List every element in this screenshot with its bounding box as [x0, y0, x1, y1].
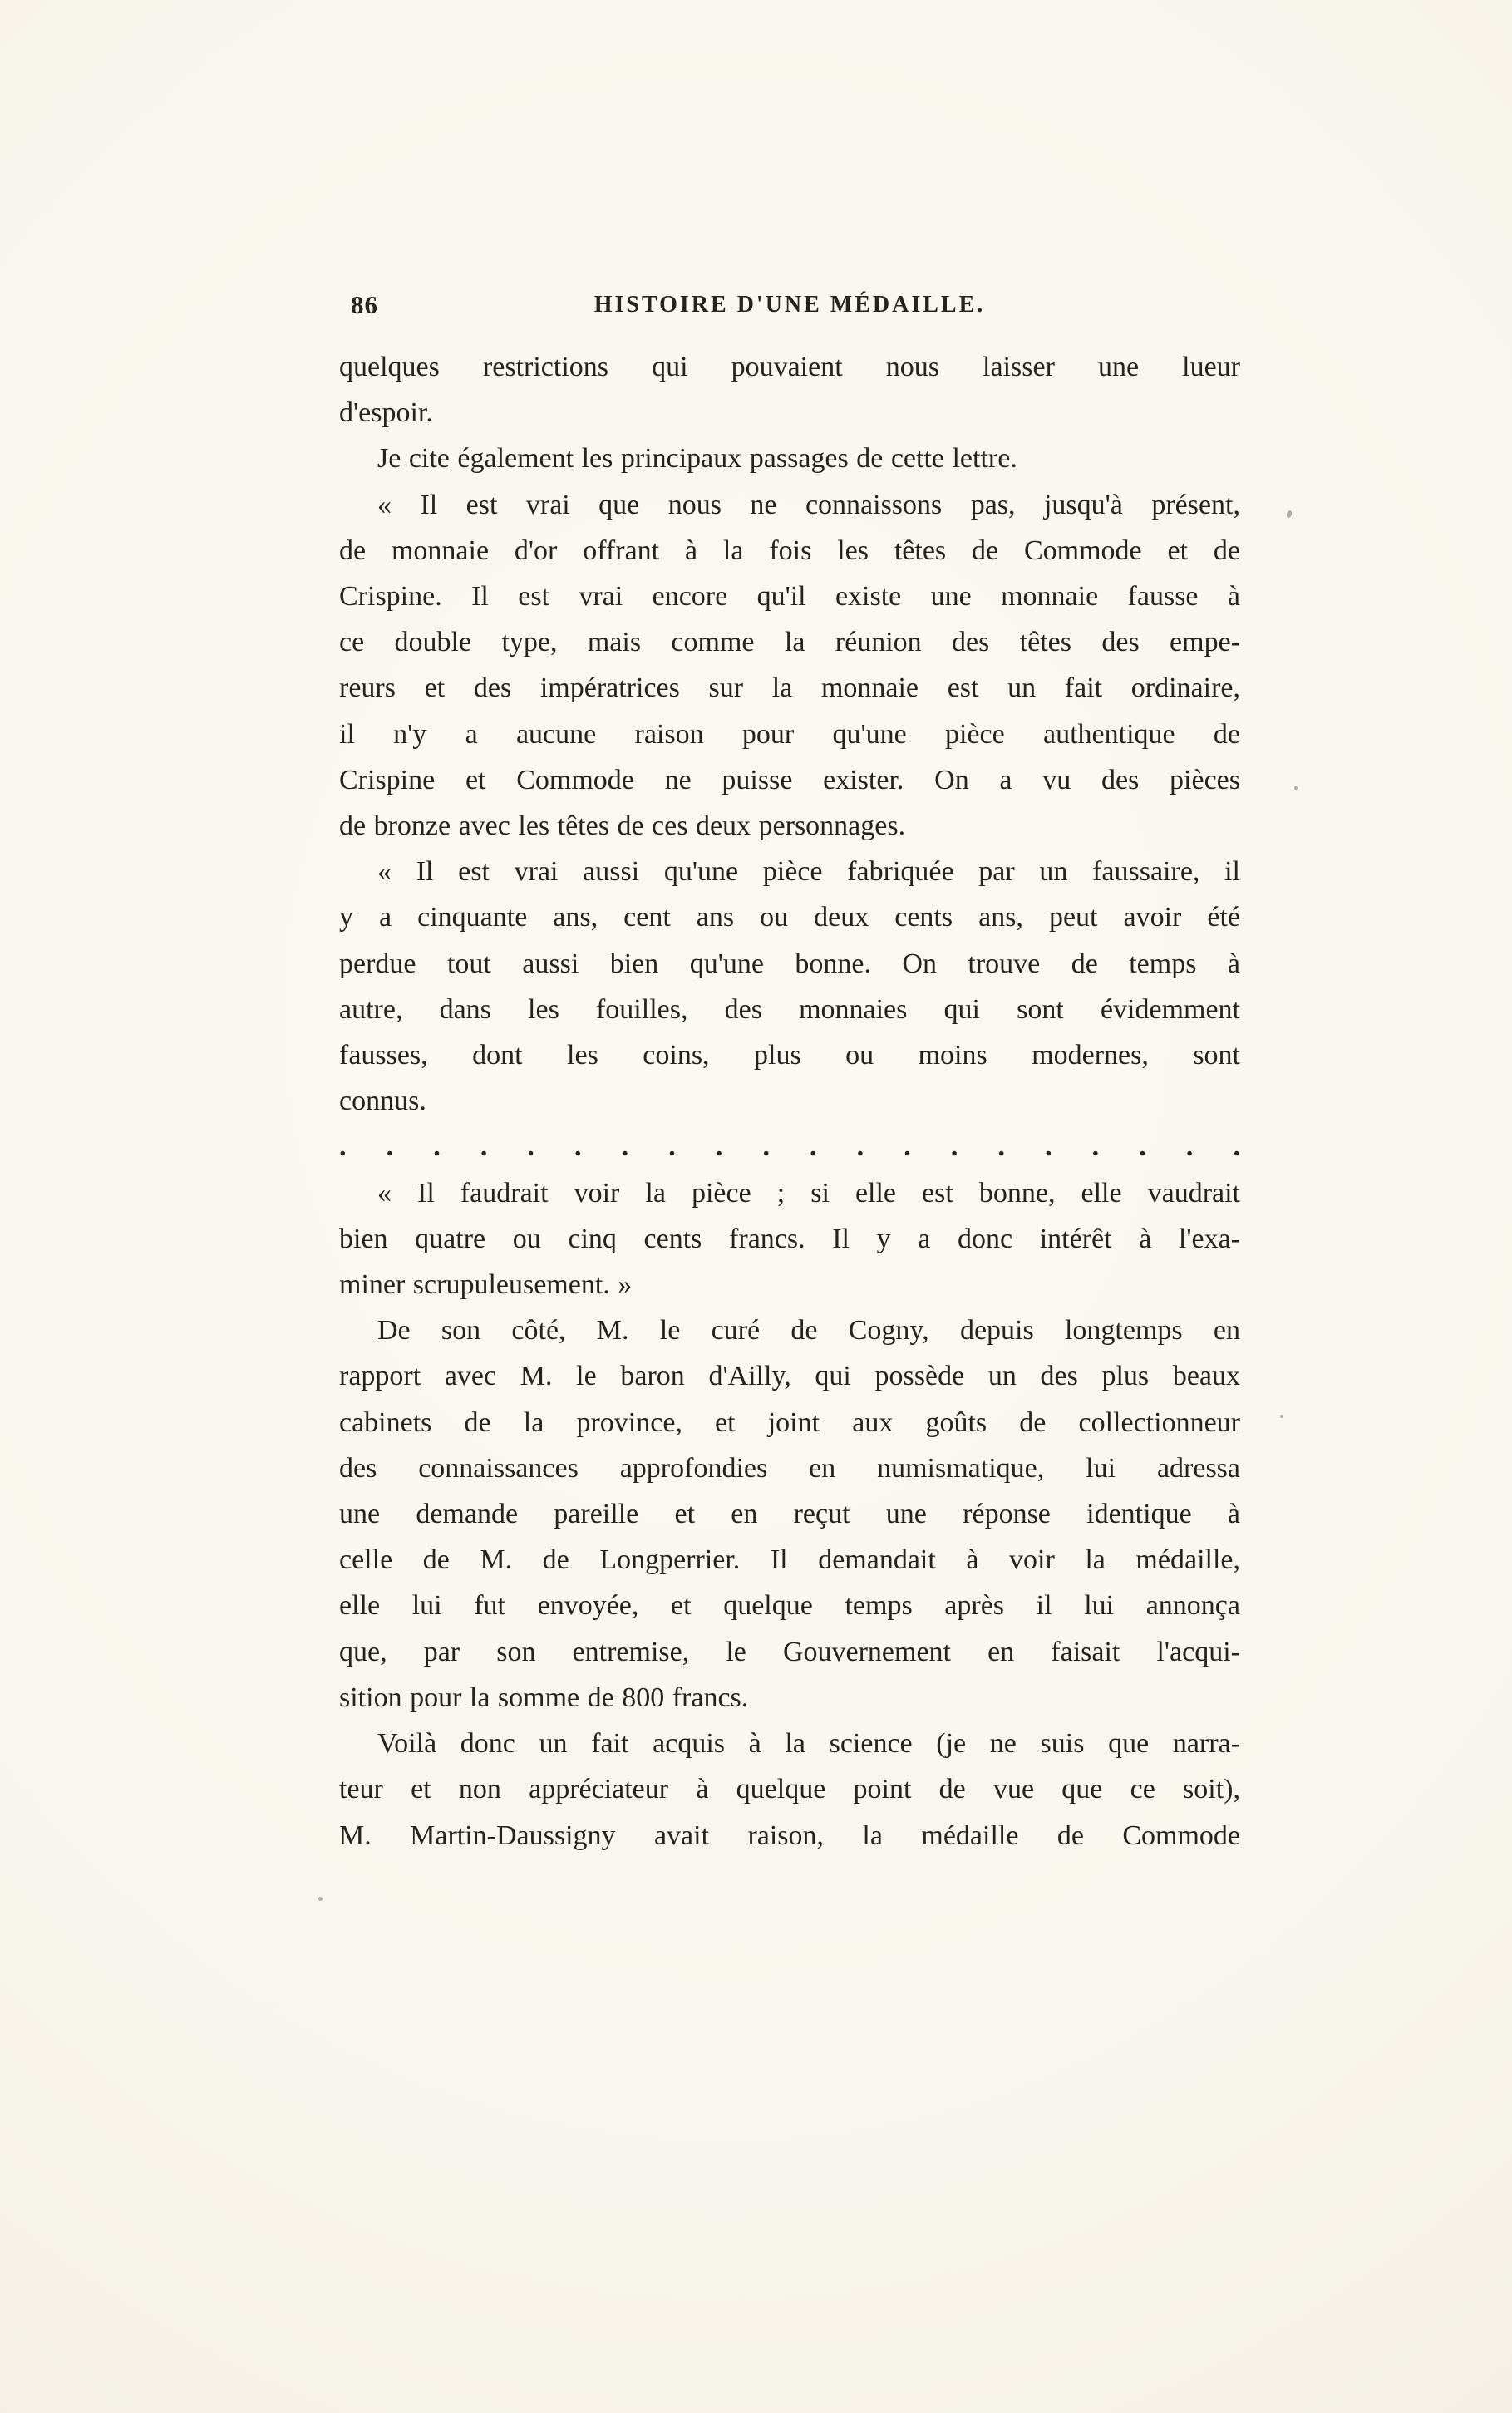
page-header [339, 288, 1240, 334]
text-line: sition pour la somme de 800 francs. [339, 1682, 749, 1713]
scan-speck [1286, 510, 1293, 519]
text-line: perdue tout aussi bien qu'une bonne. On trouve de temps à [339, 948, 1240, 979]
text-line: De son côté, M. le curé de Cogny, depuis longtemps en [377, 1315, 1240, 1347]
text-line: celle de M. de Longperrier. Il demandait à voir la médaille, [339, 1544, 1240, 1576]
text-line: une demande pareille et en reçut une réponse identique à [339, 1499, 1240, 1530]
text-line: « Il est vrai que nous ne connaissons pas, jusqu'à présent, [377, 489, 1240, 520]
text-line: rapport avec M. le baron d'Ailly, qui possède un des plus beaux [339, 1361, 1240, 1392]
scan-speck [1280, 1415, 1283, 1418]
text-block [339, 344, 1240, 1859]
text-line: il n'y a aucune raison pour qu'une pièce authentique de [339, 718, 1240, 750]
text-line: Crispine et Commode ne puisse exister. On a vu des pièces [339, 764, 1240, 795]
page-number: 86 [351, 290, 378, 319]
running-title: HISTOIRE D'UNE MÉDAILLE. [593, 292, 986, 318]
text-line: fausses, dont les coins, plus ou moins modernes, sont [339, 1040, 1240, 1071]
text-line: y a cinquante ans, cent ans ou deux cents ans, peut avoir été [339, 902, 1240, 933]
text-line: M. Martin-Daussigny avait raison, la médaille de Commode [339, 1820, 1240, 1851]
text-line: quelques restrictions qui pouvaient nous laisser une lueur [339, 352, 1240, 382]
text-line: miner scrupuleusement. » [339, 1269, 633, 1301]
text-line: de bronze avec les têtes de ces deux personnages. [339, 810, 906, 842]
ellipsis-line: . . . . . . . . . . . . . . . . . . . . [339, 1131, 1240, 1163]
text-line: que, par son entremise, le Gouvernement en faisait l'acqui- [339, 1636, 1240, 1667]
text-line: Crispine. Il est vrai encore qu'il existe une monnaie fausse à [339, 581, 1240, 613]
text-line: cabinets de la province, et joint aux goûts de collectionneur [339, 1406, 1240, 1438]
scan-speck [318, 1897, 323, 1901]
text-line: elle lui fut envoyée, et quelque temps après il lui annonça [339, 1590, 1240, 1622]
text-line: reurs et des impératrices sur la monnaie est un fait ordinaire, [339, 672, 1240, 704]
text-line: bien quatre ou cinq cents francs. Il y a donc intérêt à l'exa- [339, 1223, 1240, 1254]
text-line: des connaissances approfondies en numismatique, lui adressa [339, 1452, 1240, 1484]
text-line: teur et non appréciateur à quelque point de vue que ce soit), [339, 1774, 1240, 1805]
text-line: « Il faudrait voir la pièce ; si elle est bonne, elle vaudrait [377, 1177, 1240, 1209]
scan-speck [1294, 786, 1298, 790]
text-line: Voilà donc un fait acquis à la science (je ne suis que narra- [377, 1728, 1240, 1760]
text-line: ce double type, mais comme la réunion des têtes des empe- [339, 627, 1240, 658]
text-line: Je cite également les principaux passages de cette lettre. [377, 443, 1017, 475]
text-line: « Il est vrai aussi qu'une pièce fabriquée par un faussaire, il [377, 856, 1240, 888]
text-line: autre, dans les fouilles, des monnaies qui sont évidemment [339, 993, 1240, 1025]
text-line: connus. [339, 1086, 426, 1117]
text-line: de monnaie d'or offrant à la fois les têtes de Commode et de [339, 534, 1240, 566]
text-line: d'espoir. [339, 397, 433, 429]
